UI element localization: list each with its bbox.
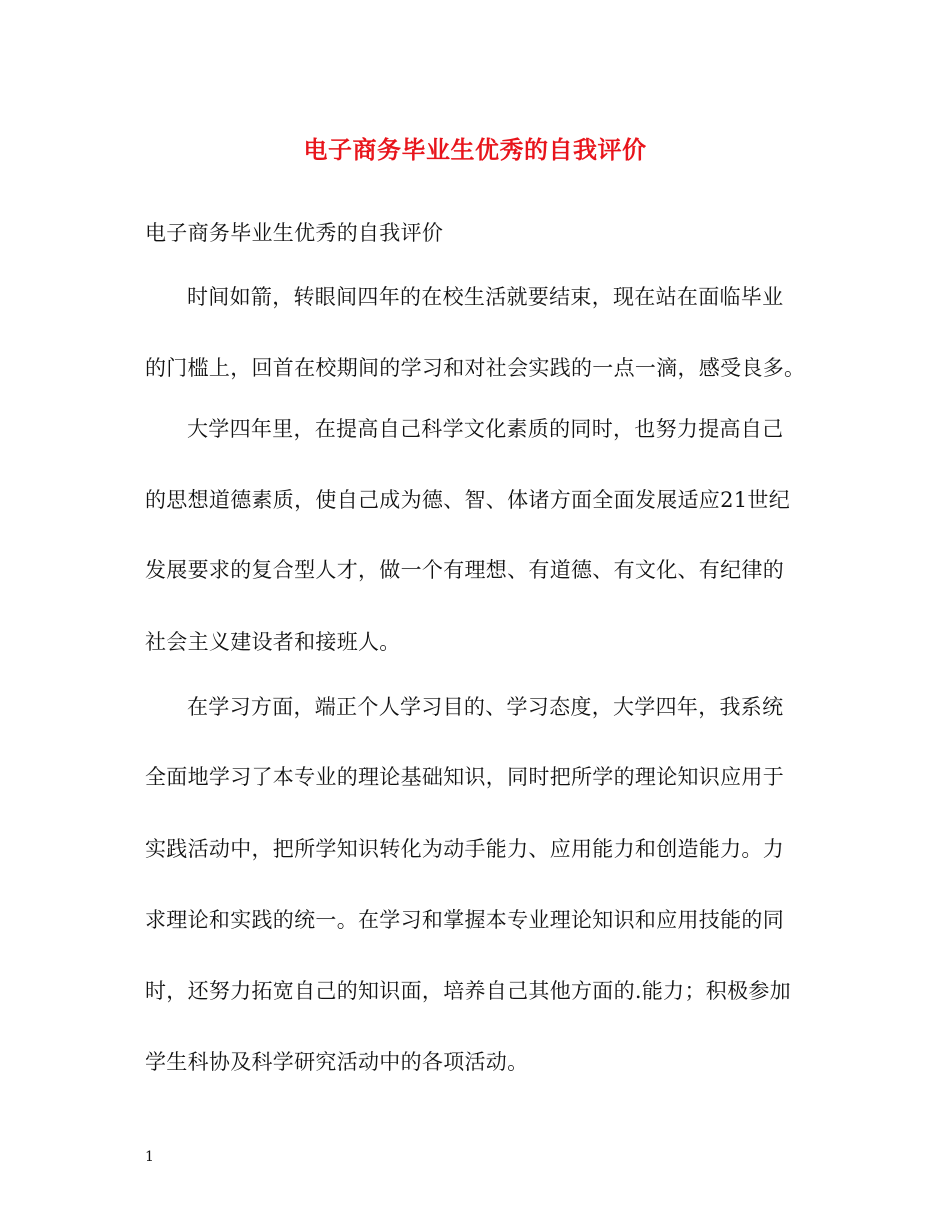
- paragraph-line: 求理论和实践的统一。在学习和掌握本专业理论知识和应用技能的同: [145, 908, 784, 932]
- paragraph-line: 社会主义建设者和接班人。: [145, 630, 401, 654]
- paragraph-line: 时，还努力拓宽自己的知识面，培养自己其他方面的.能力；积极参加: [145, 979, 791, 1003]
- document-subtitle: 电子商务毕业生优秀的自我评价: [145, 221, 444, 245]
- paragraph-line: 学生科协及科学研究活动中的各项活动。: [145, 1050, 529, 1074]
- paragraph-line: 的门槛上，回首在校期间的学习和对社会实践的一点一滴，感受良多。: [145, 356, 806, 380]
- paragraph-line: 实践活动中，把所学知识转化为动手能力、应用能力和创造能力。力: [145, 837, 784, 861]
- document-title: 电子商务毕业生优秀的自我评价: [303, 135, 647, 164]
- paragraph-line: 大学四年里，在提高自己科学文化素质的同时，也努力提高自己: [187, 417, 784, 441]
- paragraph-line: 全面地学习了本专业的理论基础知识，同时把所学的理论知识应用于: [145, 765, 784, 789]
- paragraph-line: 的思想道德素质，使自己成为德、智、体诸方面全面发展适应21世纪: [145, 488, 791, 512]
- page-number: 1: [145, 1149, 154, 1165]
- paragraph-line: 发展要求的复合型人才，做一个有理想、有道德、有文化、有纪律的: [145, 558, 784, 582]
- paragraph-line: 在学习方面，端正个人学习目的、学习态度，大学四年，我系统: [187, 695, 784, 719]
- paragraph-line: 时间如箭，转眼间四年的在校生活就要结束，现在站在面临毕业: [187, 285, 784, 309]
